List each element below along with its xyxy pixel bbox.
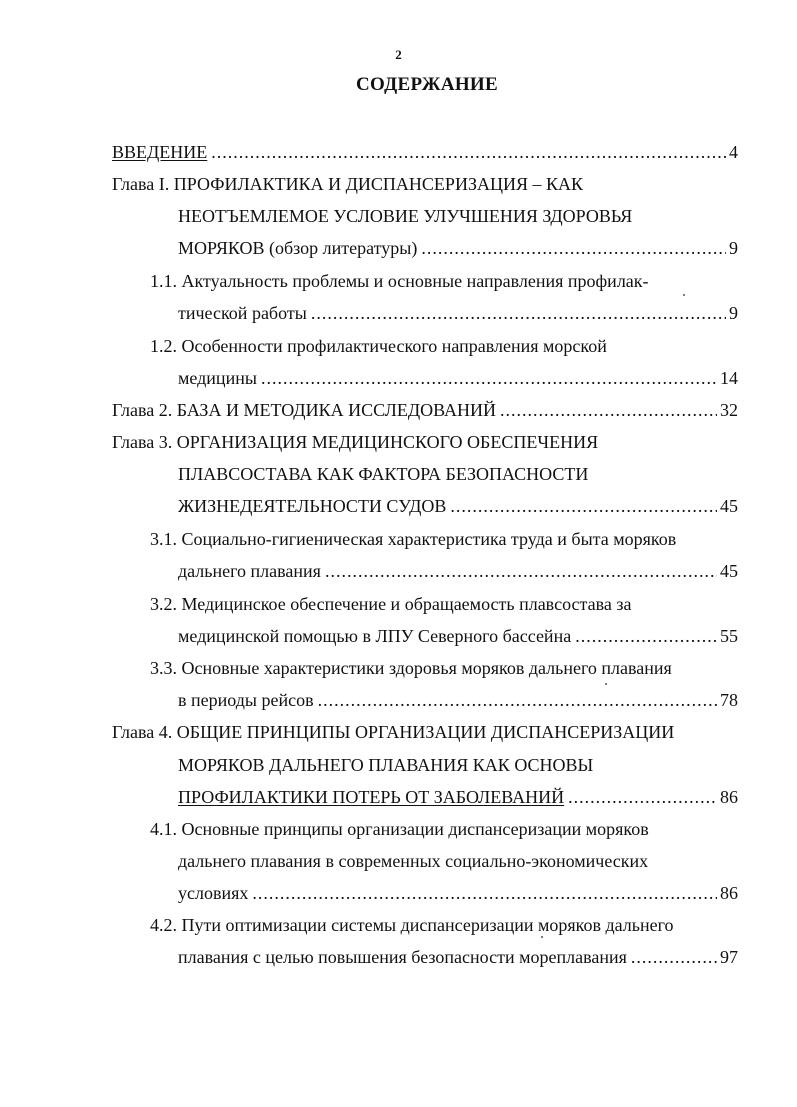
dot-leader <box>631 946 717 968</box>
dot-leader <box>311 302 726 324</box>
toc-chapter-1-line-2: НЕОТЪЕМЛЕМОЕ УСЛОВИЕ УЛУЧШЕНИЯ ЗДОРОВЬЯ <box>178 206 633 226</box>
toc-entry-section-3-1[interactable] <box>178 560 738 582</box>
toc-entry-text: Глава 2. БАЗА И МЕТОДИКА ИССЛЕДОВАНИЙ <box>112 400 496 420</box>
dot-leader <box>500 399 717 421</box>
toc-chapter-4-line-1: Глава 4. ОБЩИЕ ПРИНЦИПЫ ОРГАНИЗАЦИИ ДИСПАНСЕРИЗАЦИИ <box>112 722 675 742</box>
toc-entry-introduction[interactable] <box>112 141 738 163</box>
dot-leader <box>318 689 717 711</box>
dot-leader <box>421 237 726 259</box>
scan-speck <box>605 683 607 685</box>
toc-page-number: 9 <box>729 238 738 258</box>
scan-speck <box>683 294 685 296</box>
toc-section-4-1-line-2: дальнего плавания в современных социально-экономических <box>178 851 649 871</box>
toc-section-1-2-line-1: 1.2. Особенности профилактического направления морской <box>150 336 607 356</box>
dot-leader <box>211 141 726 163</box>
toc-entry-section-3-3[interactable] <box>178 689 738 711</box>
dot-leader <box>575 625 717 647</box>
dot-leader <box>325 560 717 582</box>
dot-leader <box>252 882 717 904</box>
toc-entry-text: ЖИЗНЕДЕЯТЕЛЬНОСТИ СУДОВ <box>178 496 447 516</box>
toc-entry-chapter-4[interactable] <box>178 786 738 808</box>
toc-section-3-2-line-1: 3.2. Медицинское обеспечение и обращаемость плавсостава за <box>150 594 632 614</box>
toc-entry-section-1-2[interactable] <box>178 367 738 389</box>
toc-page-number: 32 <box>720 400 738 420</box>
toc-entry-text: медицинской помощью в ЛПУ Северного бассейна <box>178 626 572 646</box>
toc-entry-section-3-2[interactable] <box>178 625 738 647</box>
toc-page-number: 4 <box>729 142 738 162</box>
toc-entry-text: ПРОФИЛАКТИКИ ПОТЕРЬ ОТ ЗАБОЛЕВАНИЙ <box>178 787 565 807</box>
toc-chapter-4-line-2: МОРЯКОВ ДАЛЬНЕГО ПЛАВАНИЯ КАК ОСНОВЫ <box>178 755 594 775</box>
page-number: 2 <box>395 47 402 62</box>
dot-leader <box>568 786 717 808</box>
toc-entry-section-1-1[interactable] <box>178 302 738 324</box>
toc-page-number: 55 <box>720 626 738 646</box>
dot-leader <box>261 367 717 389</box>
toc-entry-text: дальнего плавания <box>178 561 321 581</box>
toc-entry-text: условиях <box>178 883 249 903</box>
toc-page-number: 45 <box>720 496 738 516</box>
toc-page-number: 97 <box>720 947 738 967</box>
toc-section-1-1-line-1: 1.1. Актуальность проблемы и основные направления профилак- <box>150 271 649 291</box>
toc-section-3-1-line-1: 3.1. Социально-гигиеническая характеристика труда и быта моряков <box>150 529 677 549</box>
toc-entry-section-4-1[interactable] <box>178 882 738 904</box>
toc-entry-text: тической работы <box>178 303 307 323</box>
toc-entry-chapter-3[interactable] <box>178 495 738 517</box>
toc-entry-chapter-1[interactable] <box>178 237 738 259</box>
toc-chapter-3-line-1: Глава 3. ОРГАНИЗАЦИЯ МЕДИЦИНСКОГО ОБЕСПЕЧЕНИЯ <box>112 432 599 452</box>
toc-entry-text: МОРЯКОВ (обзор литературы) <box>178 238 418 258</box>
page-title: СОДЕРЖАНИЕ <box>356 74 498 95</box>
toc-chapter-1-line-1: Глава I. ПРОФИЛАКТИКА И ДИСПАНСЕРИЗАЦИЯ – КАК <box>112 174 583 194</box>
toc-entry-text: в периоды рейсов <box>178 690 314 710</box>
toc-page-number: 45 <box>720 561 738 581</box>
toc-section-3-3-line-1: 3.3. Основные характеристики здоровья моряков дальнего плавания <box>150 658 672 678</box>
toc-chapter-3-line-2: ПЛАВСОСТАВА КАК ФАКТОРА БЕЗОПАСНОСТИ <box>178 464 589 484</box>
toc-entry-section-4-2[interactable] <box>178 946 738 968</box>
toc-entry-text: медицины <box>178 368 257 388</box>
scan-speck <box>541 936 543 938</box>
toc-page-number: 9 <box>729 303 738 323</box>
toc-page-number: 86 <box>720 883 738 903</box>
dot-leader <box>450 495 717 517</box>
toc-section-4-1-line-1: 4.1. Основные принципы организации диспансеризации моряков <box>150 819 649 839</box>
toc-entry-text: плавания с целью повышения безопасности мореплавания <box>178 947 627 967</box>
toc-entry-text: ВВЕДЕНИЕ <box>112 142 208 162</box>
toc-page-number: 86 <box>720 787 738 807</box>
toc-entry-chapter-2[interactable] <box>112 399 738 421</box>
toc-page-number: 78 <box>720 690 738 710</box>
toc-page-number: 14 <box>720 368 738 388</box>
toc-section-4-2-line-1: 4.2. Пути оптимизации системы диспансеризации моряков дальнего <box>150 915 674 935</box>
